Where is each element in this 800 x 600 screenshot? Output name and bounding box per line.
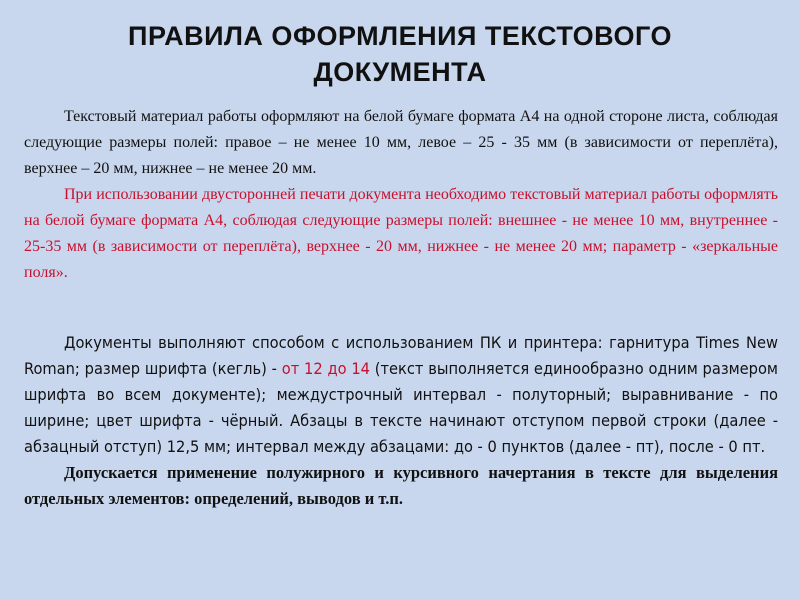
font-size-range: от 12 до 14: [281, 359, 370, 378]
slide-title: ПРАВИЛА ОФОРМЛЕНИЯ ТЕКСТОВОГО ДОКУМЕНТА: [128, 21, 672, 87]
paragraph-formatting-rules: [24, 330, 778, 460]
requirements-block-1: [24, 104, 778, 286]
formatting-rules-text-end: (текст выполняется единообразно одним размером шрифта во всем документе); междустрочный интервал - полуторный; выравнивание - по ширине; цвет шрифта - чёрный. Абзацы в тексте начинают отступом первой строки (далее - абзацный отступ) 12,5 мм; интервал между абзацами: до - 0 пунктов (далее - пт), после - 0 пт.: [24, 359, 778, 456]
formatting-rules-text-start: Документы выполняют способом с использованием ПК и принтера: гарнитура Times New Roman; размер шрифта (кегль) -: [24, 333, 778, 378]
paragraph-double-sided-margins: При использовании двусторонней печати документа необходимо текстовый материал работы оформлять на белой бумаге формата А4, соблюдая следующие размеры полей: внешнее - не менее 10 мм, внутреннее - 25-35 мм (в зависимости от переплёта), верхнее - 20 мм, нижнее - не менее 20 мм; параметр - «зеркальные поля».: [24, 186, 778, 281]
paragraph-bold-italic-allowed: Допускается применение полужирного и курсивного начертания в тексте для выделения отдельных элементов: определений, выводов и т.п.: [24, 463, 778, 508]
requirements-block-2: [24, 330, 778, 512]
paragraph-single-sided-margins: Текстовый материал работы оформляют на белой бумаге формата А4 на одной стороне листа, соблюдая следующие размеры полей: правое – не менее 10 мм, левое – 25 - 35 мм (в зависимости от переплёта), верхнее – 20 мм, нижнее – не менее 20 мм.: [24, 108, 778, 177]
